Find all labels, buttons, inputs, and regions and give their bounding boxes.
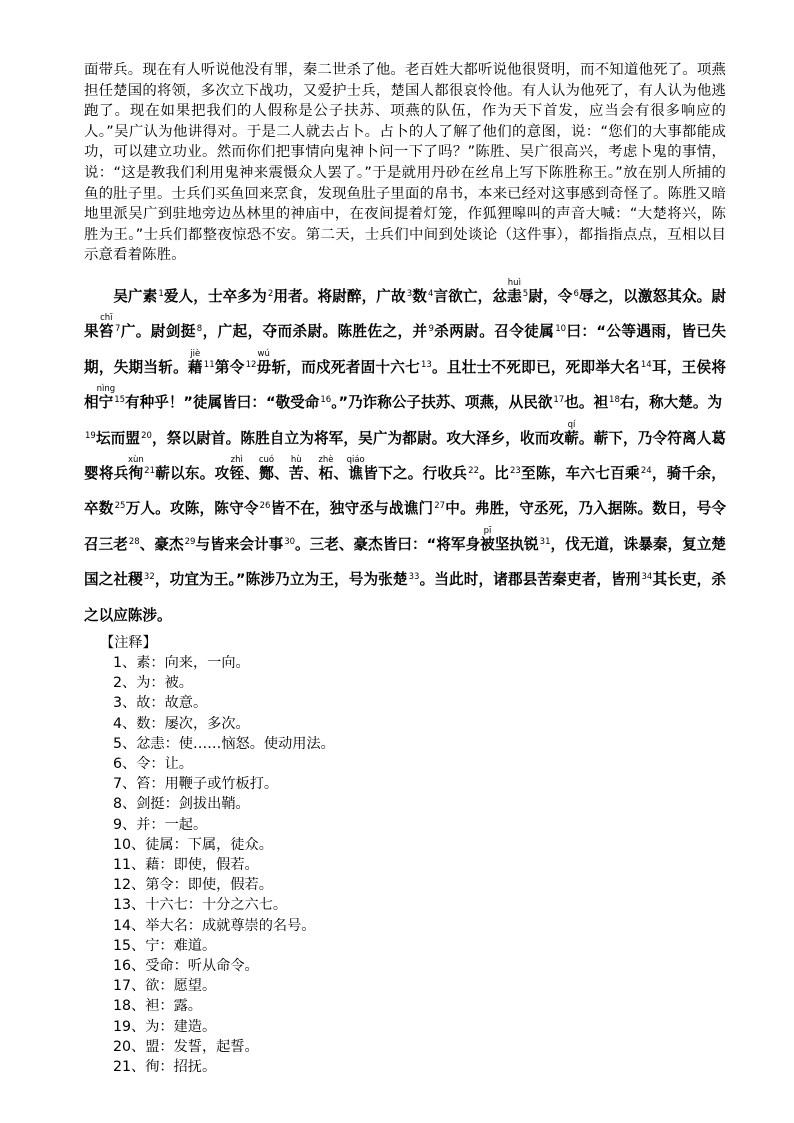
text-run: 吴广素	[113, 287, 158, 305]
text-run: 蕲以东。攻	[154, 464, 230, 482]
pinyin-reading: qí	[564, 419, 579, 430]
footnote-marker: 12	[245, 359, 257, 370]
note-item: 9、并：一起。	[113, 816, 208, 833]
text-run: 万人。攻陈，陈守令	[125, 500, 259, 518]
note-item: 7、笞：用鞭子或竹板打。	[113, 776, 279, 793]
pinyin-reading: wú	[256, 348, 271, 359]
footnote-marker: 13	[420, 359, 432, 370]
text-run: ，伐无道，诛暴秦，复立楚国之社稷	[84, 535, 726, 589]
pinyin-annotated-char	[507, 277, 522, 305]
note-item: 21、徇：招抚。	[113, 1059, 217, 1076]
footnote-marker: 1	[158, 288, 164, 299]
footnote-marker: 29	[184, 536, 196, 547]
text-run: 与皆来会计事	[195, 535, 284, 553]
note-item: 11、藉：即使，假若。	[113, 857, 259, 874]
footnote-marker: 34	[641, 572, 653, 583]
text-run: 忿	[492, 287, 508, 305]
text-run: 右，称大楚。为	[619, 394, 723, 412]
note-item: 4、数：屡次，多次。	[113, 715, 250, 732]
note-item: 10、徒属：下属，徒众。	[113, 836, 273, 853]
footnote-marker: 24	[640, 465, 652, 476]
footnote-marker: 19	[85, 430, 96, 441]
pinyin-annotated-char	[346, 454, 365, 482]
footnote-marker: 31	[539, 536, 551, 547]
text-run: ，广起，夺而杀尉。陈胜佐之，并	[202, 323, 428, 341]
footnote-marker: 23	[509, 465, 521, 476]
annotated-char: 笞	[99, 323, 114, 341]
text-run: 斩，而戍死者固十六七	[271, 358, 420, 376]
pinyin-annotated-char	[318, 454, 334, 482]
text-run: 。比	[478, 464, 509, 482]
pinyin-reading: nìng	[96, 384, 116, 395]
annotated-char: 苦	[288, 464, 304, 482]
footnote-marker: 20	[141, 430, 152, 441]
pinyin-reading: zhè	[318, 454, 334, 465]
annotated-char: 恚	[507, 287, 522, 305]
note-item: 13、十六七：十分之六七。	[113, 897, 288, 914]
text-run: 、豪杰	[139, 535, 184, 553]
pinyin-annotated-char	[288, 454, 304, 482]
notes-list	[84, 653, 726, 1077]
note-item: 17、欲：愿望。	[113, 978, 217, 995]
pinyin-reading: jiè	[187, 348, 203, 359]
text-run: 其长吏，杀之以应陈涉。	[84, 571, 726, 624]
pinyin-annotated-char	[96, 384, 116, 412]
text-run: 耳，王侯将相	[84, 358, 726, 412]
footnote-marker: 6	[573, 288, 579, 299]
note-item: 1、素：向来，一向。	[113, 655, 250, 671]
note-item: 15、宁：难道。	[113, 937, 217, 954]
text-run: 坚执锐	[494, 535, 539, 553]
translation-paragraph: 面带兵。现在有人听说他没有罪，秦二世杀了他。老百姓大都听说他很贤明，而不知道他死了。项燕担任楚国的将领，多次立下战功，又爱护士兵，楚国人都很哀怜他。有人认为他死了，有人认为他逃跑了。现在如果把我们的人假称是公子扶苏、项燕的队伍，作为天下首发，应当会有很多响应的人。”吴广认为他讲得对。于是二人就去占卜。占卜的人了解了他们的意图，说：“您们的大事都能成功，可以建立功业。然而你们把事情向鬼神卜问一下了吗？”陈胜、吴广很高兴，考虑卜鬼的事情，说：“这是教我们利用鬼神来震慑众人罢了。”于是就用丹砂在丝帛上写下陈胜称王。”放在别人所捕的鱼的肚子里。士兵们买鱼回来烹食，发现鱼肚子里面的帛书，本来已经对这事感到奇怪了。陈胜又暗地里派吴广到驻地旁边丛林里的神庙中，在夜间提着灯笼，作狐狸嗥叫的声音大喊：“大楚将兴，陈胜为王。”士兵们都整夜惊恐不安。第二天，士兵们中间到处谈论（这件事），都指指点点，互相以目示意看着陈胜。	[84, 62, 726, 264]
text-run: 中。弗胜，守丞死，乃入据陈。数日，号令召三老	[84, 500, 726, 553]
note-item: 14、举大名：成就尊崇的名号。	[113, 917, 316, 934]
pinyin-reading: qiáo	[346, 454, 365, 465]
annotated-char: 徇	[127, 464, 144, 482]
footnote-marker: 26	[259, 501, 271, 512]
footnote-marker: 27	[434, 501, 446, 512]
annotated-char: 酂	[258, 464, 275, 482]
text-run: 。三老、豪杰皆曰：“将军身	[295, 535, 481, 553]
footnote-marker: 33	[408, 572, 420, 583]
pinyin-annotated-char	[258, 454, 275, 482]
footnote-marker: 14	[640, 359, 652, 370]
text-run: 也。袒	[564, 394, 609, 412]
text-run: ，骑千余，卒数	[84, 464, 726, 518]
pinyin-annotated-char	[564, 419, 579, 447]
pinyin-annotated-char	[480, 525, 495, 553]
footnote-marker: 17	[553, 395, 565, 406]
text-run: 第令	[214, 358, 245, 376]
pinyin-annotated-char	[99, 313, 114, 341]
footnote-marker: 15	[114, 395, 126, 406]
footnote-marker: 25	[114, 501, 126, 512]
text-run: ，功宜为王。”陈涉乃立为王，号为张楚	[154, 571, 408, 589]
pinyin-annotated-char	[187, 348, 203, 376]
text-run: 、	[273, 464, 289, 482]
text-run: 。”乃诈称公子扶苏、项燕，从民欲	[331, 394, 553, 412]
footnote-marker: 2	[267, 288, 274, 299]
note-item: 2、为：被。	[113, 675, 193, 692]
pinyin-reading: chī	[99, 313, 114, 324]
footnote-marker: 10	[555, 324, 567, 335]
text-run: 爱人，士卒多为	[163, 287, 267, 305]
notes-heading: 【注释】	[100, 635, 157, 651]
pinyin-reading: zhì	[229, 454, 245, 465]
text-run: ，祭以尉首。陈胜自立为将军，吴广为都尉。攻大泽乡，收而攻	[151, 429, 565, 447]
text-run: 杀两尉。召令徒属	[433, 323, 555, 341]
note-item: 18、袒：露。	[113, 998, 202, 1015]
pinyin-reading: hù	[288, 454, 304, 465]
text-run: 。蕲下，乃令符离人葛婴将兵	[84, 429, 726, 482]
note-item: 6、令：让。	[113, 756, 193, 773]
footnote-marker: 4	[427, 288, 434, 299]
note-item: 3、故：故意。	[113, 695, 208, 712]
footnote-marker: 30	[284, 536, 296, 547]
text-run: 、	[303, 464, 319, 482]
annotated-char: 蕲	[564, 429, 579, 447]
annotated-char: 藉	[187, 358, 203, 376]
pinyin-reading: huì	[507, 277, 522, 288]
text-run: 用者。将尉醉，广故	[273, 287, 406, 305]
text-run: 辱之，以激怒其众。尉果	[84, 287, 726, 341]
text-run: 皆下之。行收兵	[362, 464, 468, 482]
text-run: 。当此时，诸郡县苦秦吏者，皆刑	[419, 571, 641, 589]
text-run: 、	[244, 464, 260, 482]
text-run: 、	[333, 464, 349, 482]
pinyin-reading: cuó	[258, 454, 275, 465]
footnote-marker: 7	[115, 324, 121, 335]
note-item: 5、忿恚：使……恼怒。使动用法。	[113, 735, 335, 752]
footnote-marker: 5	[522, 288, 529, 299]
text-run: 有种乎！”徒属皆曰：“敬受命	[125, 394, 320, 412]
pinyin-annotated-char	[256, 348, 272, 376]
text-run: 数	[412, 287, 427, 305]
footnote-marker: 8	[196, 324, 203, 335]
text-run: 言欲亡，	[433, 287, 493, 305]
annotated-char: 谯	[346, 464, 365, 482]
footnote-marker: 3	[406, 288, 413, 299]
note-item: 16、受命：听从命令。	[113, 958, 259, 975]
annotated-char: 被	[480, 535, 495, 553]
text-run: 尉，令	[528, 287, 573, 305]
pinyin-annotated-char	[229, 454, 245, 482]
text-run: 广。尉剑挺	[120, 323, 196, 341]
footnote-marker: 21	[144, 465, 155, 476]
annotated-char: 铚	[229, 464, 245, 482]
footnote-marker: 22	[468, 465, 479, 476]
note-item: 19、为：建造。	[113, 1018, 217, 1035]
note-item: 8、剑挺：剑拔出鞘。	[113, 796, 250, 813]
pinyin-annotated-char	[127, 454, 144, 482]
note-item: 20、盟：发誓，起誓。	[113, 1038, 259, 1055]
text-run: 至陈，车六七百乘	[520, 464, 640, 482]
text-run: 曰：“公等遇雨，皆已失期，失期当斩。	[84, 323, 726, 376]
footnote-marker: 9	[428, 324, 434, 335]
original-text-paragraph	[84, 278, 726, 633]
annotated-char: 毋	[256, 358, 272, 376]
pinyin-reading: xùn	[127, 454, 144, 465]
note-item: 12、第令：即使，假若。	[113, 877, 273, 894]
annotated-char: 宁	[96, 394, 116, 412]
text-run: 坛而盟	[95, 429, 141, 447]
footnote-marker: 18	[609, 395, 620, 406]
footnote-marker: 16	[320, 395, 332, 406]
footnote-marker: 32	[143, 572, 155, 583]
pinyin-reading: pī	[480, 525, 495, 536]
text-run: 。且壮士不死即已，死即举大名	[431, 358, 640, 376]
annotated-char: 柘	[318, 464, 334, 482]
footnote-marker: 11	[203, 359, 215, 370]
footnote-marker: 28	[128, 536, 140, 547]
text-run: 皆不在，独守丞与战谯门	[270, 500, 434, 518]
